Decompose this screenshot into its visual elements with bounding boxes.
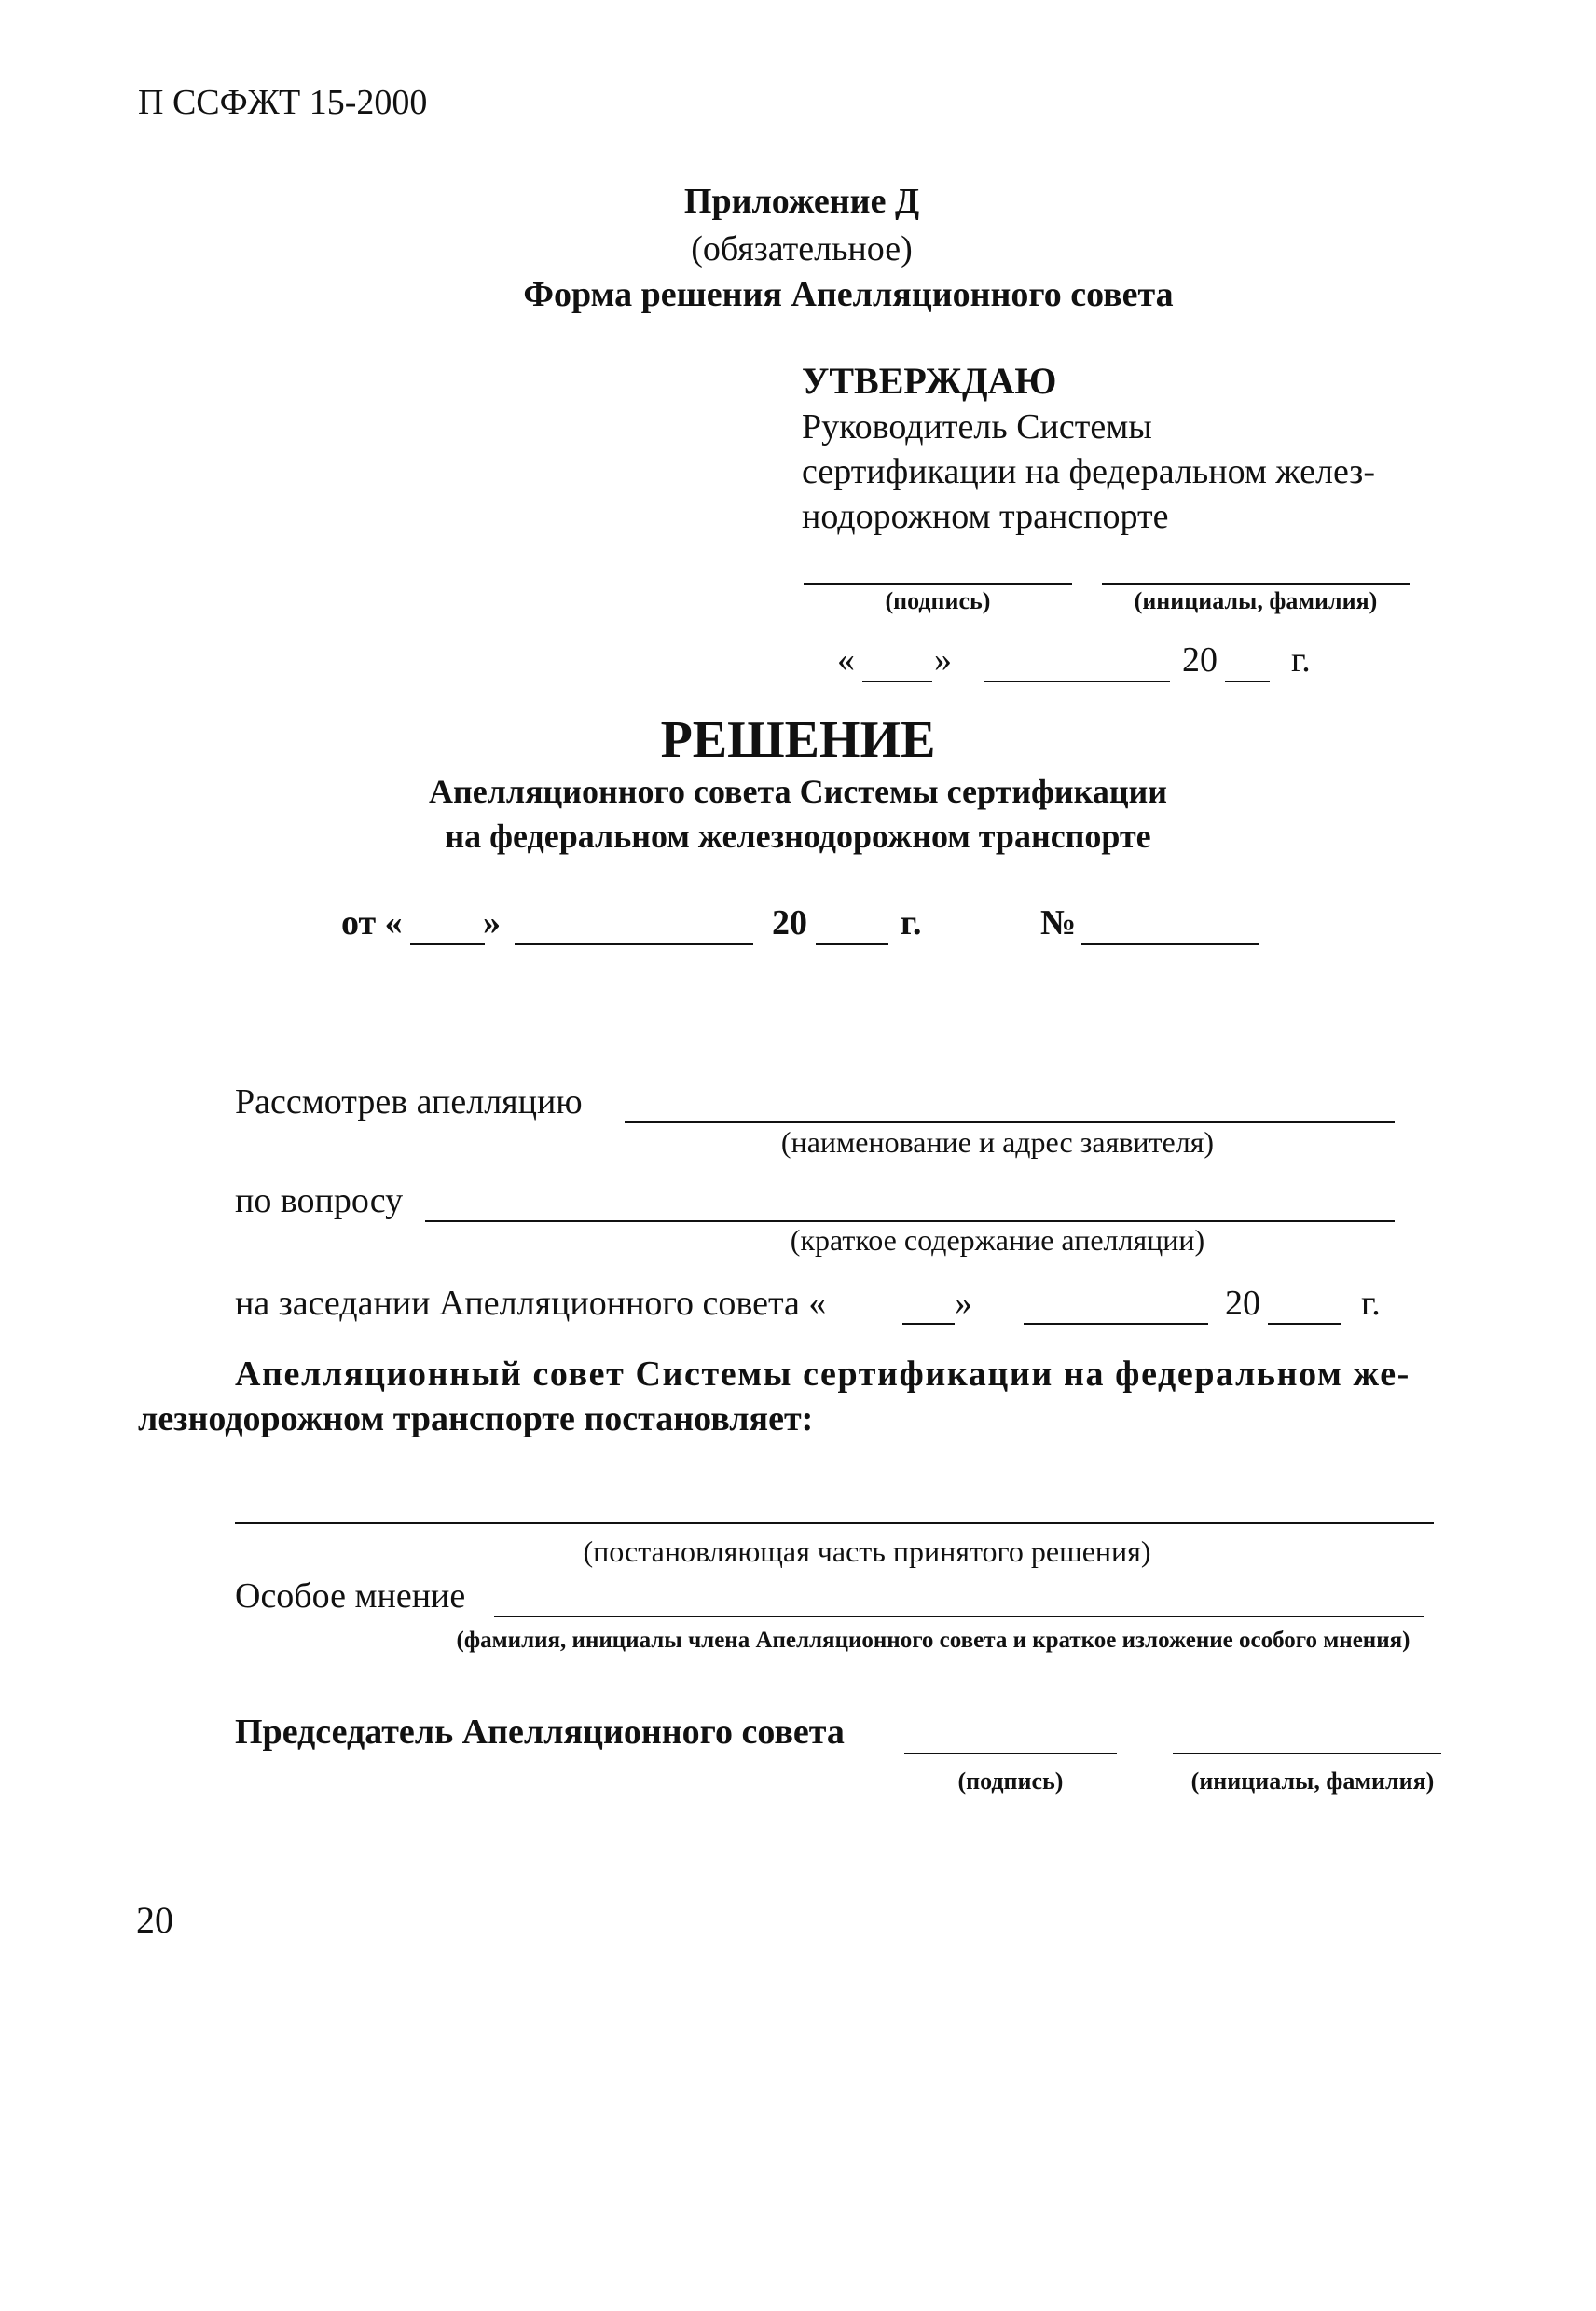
reviewed-caption: (наименование и адрес заявителя) (780, 1125, 1215, 1159)
decision-day-line (410, 943, 485, 945)
chairman-signature-line (904, 1753, 1117, 1754)
approve-signature-line (804, 583, 1072, 585)
approve-line-3: нодорожном транспорте (802, 497, 1169, 536)
reviewed-line (625, 1121, 1395, 1123)
approve-heading: УТВЕРЖДАЮ (802, 360, 1057, 402)
dissent-caption: (фамилия, инициалы члена Апелляционного совета и краткое изложение особого мнения) (456, 1628, 1410, 1653)
question-label: по вопросу (235, 1181, 404, 1220)
decision-subtitle-2: на федеральном железнодорожном транспорте (445, 818, 1151, 855)
meeting-month-line (1024, 1323, 1208, 1325)
approve-month-line (984, 681, 1170, 682)
approve-name-caption: (инициалы, фамилия) (1134, 587, 1378, 614)
meeting-year-line (1268, 1323, 1341, 1325)
meeting-year-prefix: 20 (1225, 1284, 1260, 1323)
dissent-line (494, 1616, 1424, 1617)
decision-subtitle-1: Апелляционного совета Системы сертификации (428, 773, 1168, 810)
resolution-caption: (постановляющая часть принятого решения) (583, 1534, 1151, 1568)
reviewed-label: Рассмотрев апелляцию (235, 1082, 583, 1121)
resolves-line-2: лезнодорожном транспорте постановляет: (138, 1399, 814, 1438)
approve-signature-caption: (подпись) (885, 587, 991, 614)
decision-year-suffix: г. (901, 903, 922, 942)
meeting-year-suffix: г. (1361, 1284, 1381, 1323)
appendix-status: (обязательное) (691, 229, 913, 268)
chairman-name-caption: (инициалы, фамилия) (1190, 1768, 1435, 1795)
question-caption: (краткое содержание апелляции) (790, 1223, 1205, 1257)
decision-number-sign: № (1040, 903, 1077, 942)
chairman-signature-caption: (подпись) (957, 1768, 1064, 1795)
appendix-title: Приложение Д (683, 182, 920, 221)
decision-quote-close: » (483, 903, 501, 942)
resolves-line-1: Апелляционный совет Системы сертификации на федеральном же- (235, 1355, 1410, 1394)
approve-year-prefix: 20 (1182, 640, 1218, 680)
approve-year-suffix: г. (1291, 640, 1311, 680)
approve-line-2: сертификации на федеральном желез- (802, 452, 1375, 491)
approve-line-1: Руководитель Системы (802, 407, 1152, 447)
chairman-name-line (1173, 1753, 1441, 1754)
approve-name-line (1102, 583, 1410, 585)
document-code: П ССФЖТ 15-2000 (138, 83, 428, 122)
meeting-day-line (902, 1323, 955, 1325)
decision-title: РЕШЕНИЕ (660, 711, 936, 769)
meeting-quote-close: » (955, 1284, 972, 1323)
decision-year-line (816, 943, 888, 945)
page-number: 20 (136, 1899, 173, 1941)
resolution-line (235, 1522, 1434, 1524)
decision-year-prefix: 20 (772, 903, 807, 942)
dissent-label: Особое мнение (235, 1576, 466, 1616)
approve-year-line (1225, 681, 1270, 682)
approve-day-line (862, 681, 932, 682)
decision-month-line (515, 943, 753, 945)
chairman-label: Председатель Апелляционного совета (235, 1713, 845, 1752)
approve-quote-close: » (934, 640, 952, 680)
decision-from-label: от « (341, 903, 403, 942)
meeting-label: на заседании Апелляционного совета « (235, 1284, 827, 1323)
decision-number-line (1081, 943, 1259, 945)
question-line (425, 1220, 1395, 1222)
approve-quote-open: « (837, 640, 855, 680)
form-title: Форма решения Апелляционного совета (523, 275, 1174, 314)
